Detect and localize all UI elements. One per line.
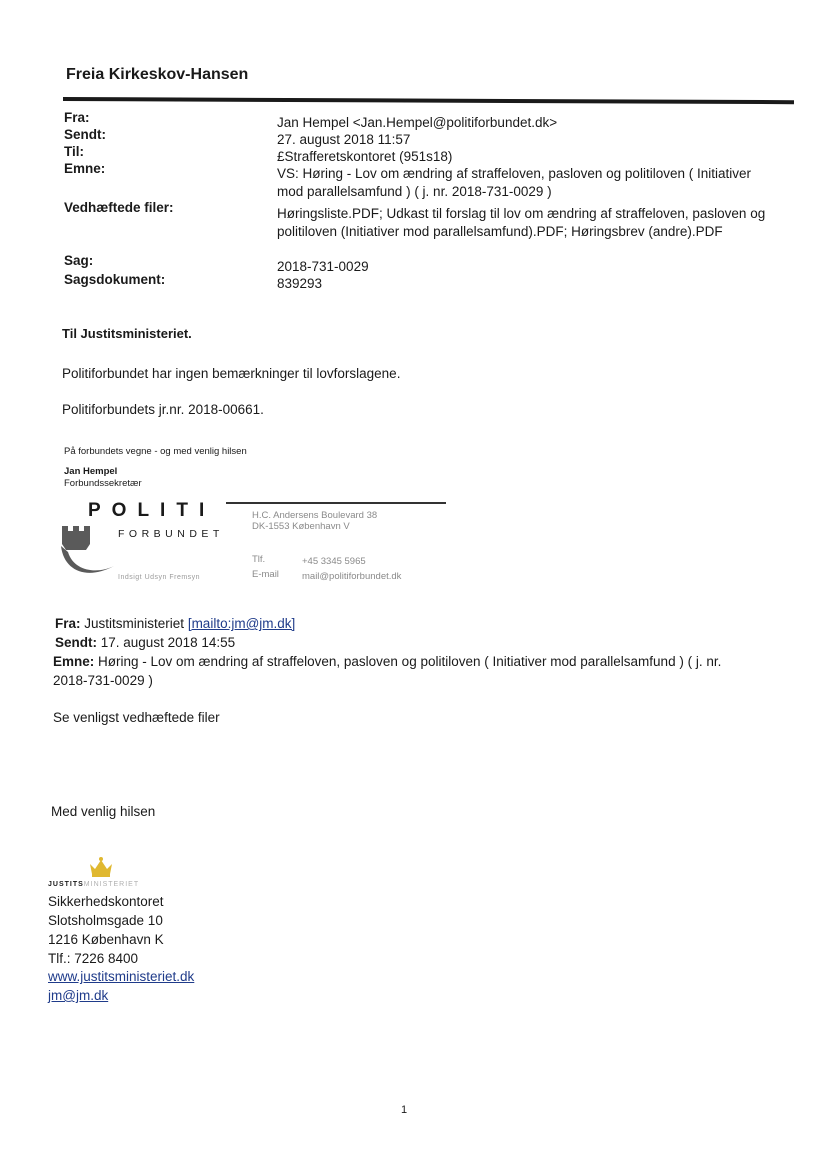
sendt-value: 27. august 2018 11:57 xyxy=(277,132,411,147)
politi-emblem-icon xyxy=(58,522,118,582)
sender-name: Freia Kirkeskov-Hansen xyxy=(66,66,249,83)
signature-divider xyxy=(226,502,446,504)
fwd-fra-value: Justitsministeriet xyxy=(84,616,188,631)
address-line2: DK-1553 København V xyxy=(252,521,350,532)
crown-icon xyxy=(88,856,114,878)
sagsdokument-label: Sagsdokument: xyxy=(64,272,166,287)
fwd-emne-line1 xyxy=(53,654,721,669)
vedhaeftede-value-line1: Høringsliste.PDF; Udkast til forslag til lov om ændring af straffeloven, pasloven og xyxy=(277,206,766,221)
fwd-emne-value: Høring - Lov om ændring af straffeloven, pasloven og politiloven ( Initiativer mod parallelsamfund ) ( j. nr. xyxy=(98,654,722,669)
email-label: E-mail xyxy=(252,569,279,580)
vedhaeftede-label: Vedhæftede filer: xyxy=(64,200,174,215)
justitsministeriet-logo xyxy=(48,881,139,888)
sag-value: 2018-731-0029 xyxy=(277,259,369,274)
fwd-sendt-value: 17. august 2018 14:55 xyxy=(100,635,236,650)
page-number: 1 xyxy=(401,1104,408,1116)
emne-value-line1: VS: Høring - Lov om ændring af straffeloven, pasloven og politiloven ( Initiativer xyxy=(277,166,751,181)
fwd-emne-label: Emne: xyxy=(53,654,95,669)
fwd-sendt-label: Sendt: xyxy=(55,635,97,650)
salutation: Til Justitsministeriet. xyxy=(62,326,192,341)
tlf-value: +45 3345 5965 xyxy=(302,556,366,567)
body-line2: Politiforbundets jr.nr. 2018-00661. xyxy=(62,402,264,417)
logo-light-part: MINISTERIET xyxy=(83,881,140,888)
politi-logo-word: POLITI xyxy=(88,500,216,521)
office-name: Sikkerhedskontoret xyxy=(48,894,164,909)
fwd-fra-line xyxy=(55,616,295,631)
til-label: Til: xyxy=(64,144,84,159)
header-divider xyxy=(63,97,794,104)
website-link[interactable]: www.justitsministeriet.dk xyxy=(48,969,195,984)
fwd-closing: Med venlig hilsen xyxy=(51,804,156,819)
office-street: Slotsholmsgade 10 xyxy=(48,913,163,928)
politi-logo-sub: FORBUNDET xyxy=(118,528,224,540)
office-city: 1216 København K xyxy=(48,932,164,947)
fwd-fra-label: Fra: xyxy=(55,616,81,631)
email-value: mail@politiforbundet.dk xyxy=(302,571,402,582)
signature-greeting: På forbundets vegne - og med venlig hilsen xyxy=(64,446,247,457)
fwd-emne-line2: 2018-731-0029 ) xyxy=(53,673,153,688)
body-line1: Politiforbundet har ingen bemærkninger til lovforslagene. xyxy=(62,366,401,381)
fra-label: Fra: xyxy=(64,110,90,125)
fwd-mailto-link[interactable]: [mailto:jm@jm.dk] xyxy=(187,616,296,631)
office-phone: Tlf.: 7226 8400 xyxy=(48,951,139,966)
fra-value: Jan Hempel <Jan.Hempel@politiforbundet.dk> xyxy=(277,115,558,130)
address-line1: H.C. Andersens Boulevard 38 xyxy=(252,510,378,521)
email-link[interactable]: jm@jm.dk xyxy=(48,988,109,1003)
fwd-sendt-line xyxy=(55,635,235,650)
signature-title: Forbundssekretær xyxy=(64,478,142,489)
politi-logo-slogan: Indsigt Udsyn Fremsyn xyxy=(118,574,201,581)
sendt-label: Sendt: xyxy=(64,127,106,142)
signature-name: Jan Hempel xyxy=(64,466,118,477)
vedhaeftede-value-line2: politiloven (Initiativer mod parallelsamfund).PDF; Høringsbrev (andre).PDF xyxy=(277,224,723,239)
fwd-body: Se venligst vedhæftede filer xyxy=(53,710,220,725)
emne-label: Emne: xyxy=(64,161,106,176)
tlf-label: Tlf. xyxy=(252,554,266,565)
emne-value-line2: mod parallelsamfund ) ( j. nr. 2018-731-0029 ) xyxy=(277,184,552,199)
til-value: £Strafferetskontoret (951s18) xyxy=(277,149,453,164)
sagsdokument-value: 839293 xyxy=(277,276,323,291)
sag-label: Sag: xyxy=(64,253,94,268)
logo-bold-part: JUSTITS xyxy=(48,881,84,888)
